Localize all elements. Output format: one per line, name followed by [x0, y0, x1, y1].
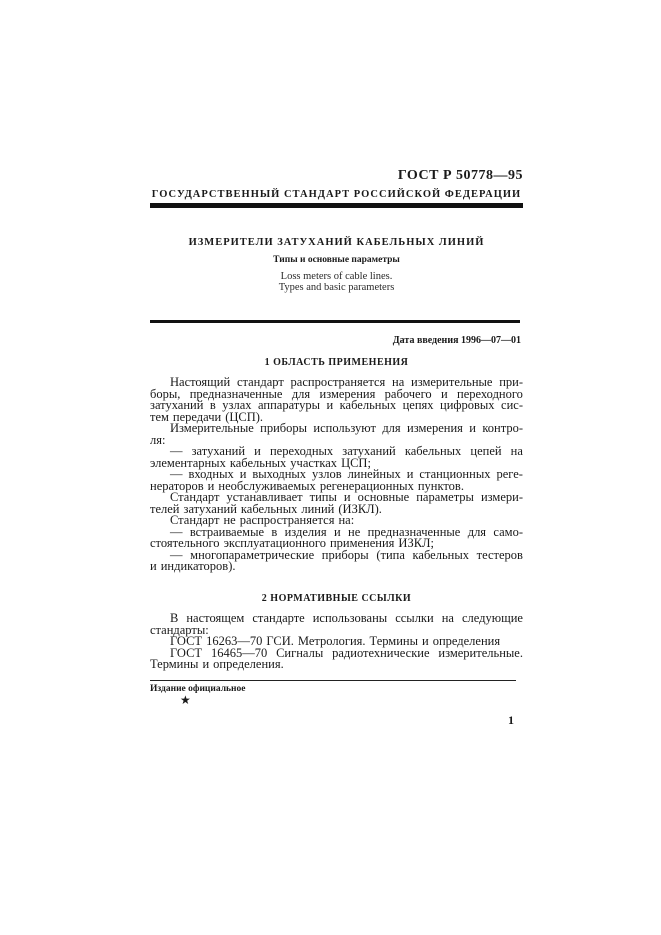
text-line: — встраиваемые в изделия и не предназначенные для само-	[170, 524, 523, 539]
document-number: ГОСТ Р 50778—95	[397, 168, 523, 183]
text-line: боры, предназначенные для измерения рабочего и переходного	[150, 386, 523, 401]
introduction-date: Дата введения 1996—07—01	[392, 335, 521, 346]
state-standard-heading: ГОСУДАРСТВЕННЫЙ СТАНДАРТ РОССИЙСКОЙ ФЕДЕРАЦИИ	[151, 189, 522, 200]
text-line: Настоящий стандарт распространяется на измерительные при-	[170, 375, 523, 389]
text-line: Термины и определения.	[150, 657, 284, 671]
text-line: нераторов и необслуживаемых регенерационных пунктов.	[150, 478, 464, 493]
text-line: затуханий в узлах аппаратуры и кабельных цепях цифровых сис-	[150, 398, 523, 412]
text-line: Стандарт устанавливает типы и основные параметры измери-	[170, 490, 523, 504]
english-title-line-2: Types and basic parameters	[278, 282, 395, 293]
text-line: Измерительные приборы используют для измерения и контро-	[170, 421, 523, 435]
text-line: ля:	[150, 432, 166, 447]
section-2-body	[150, 613, 523, 671]
text-line: — затуханий и переходных затуханий кабельных цепей на	[170, 444, 523, 458]
text-line: тем передачи (ЦСП).	[150, 409, 264, 424]
text-line: ГОСТ 16263—70 ГСИ. Метрология. Термины и определения	[170, 634, 501, 648]
text-line: стандарты:	[150, 622, 209, 637]
section-1-body	[150, 377, 523, 573]
section-2-heading: 2 НОРМАТИВНЫЕ ССЫЛКИ	[261, 593, 412, 604]
text-line: и индикаторов).	[150, 559, 236, 573]
document-subtitle: Типы и основные параметры	[273, 255, 400, 265]
text-line: — многопараметрические приборы (типа кабельных тестеров	[170, 547, 523, 562]
page-number: 1	[508, 713, 514, 727]
text-line: телей затуханий кабельных линий (ИЗКЛ).	[150, 501, 382, 516]
text-line: стоятельного эксплуатационного применения ИЗКЛ;	[150, 536, 434, 550]
text-line: — входных и выходных узлов линейных и станционных реге-	[170, 467, 523, 481]
header-divider	[150, 203, 523, 208]
title-divider	[150, 320, 520, 323]
footer-divider	[150, 680, 516, 681]
document-title: ИЗМЕРИТЕЛИ ЗАТУХАНИЙ КАБЕЛЬНЫХ ЛИНИЙ	[188, 237, 485, 248]
text-line: элементарных кабельных участках ЦСП;	[150, 455, 371, 470]
english-title-line-1: Loss meters of cable lines.	[280, 271, 393, 282]
text-line: ГОСТ 16465—70 Сигналы радиотехнические измерительные.	[170, 645, 523, 660]
section-1-heading: 1 ОБЛАСТЬ ПРИМЕНЕНИЯ	[264, 357, 409, 368]
official-edition-label: Издание официальное	[150, 684, 246, 694]
text-line: В настоящем стандарте использованы ссылки на следующие	[170, 611, 523, 625]
text-line: Стандарт не распространяется на:	[170, 513, 355, 527]
star-icon: ★	[180, 693, 191, 707]
